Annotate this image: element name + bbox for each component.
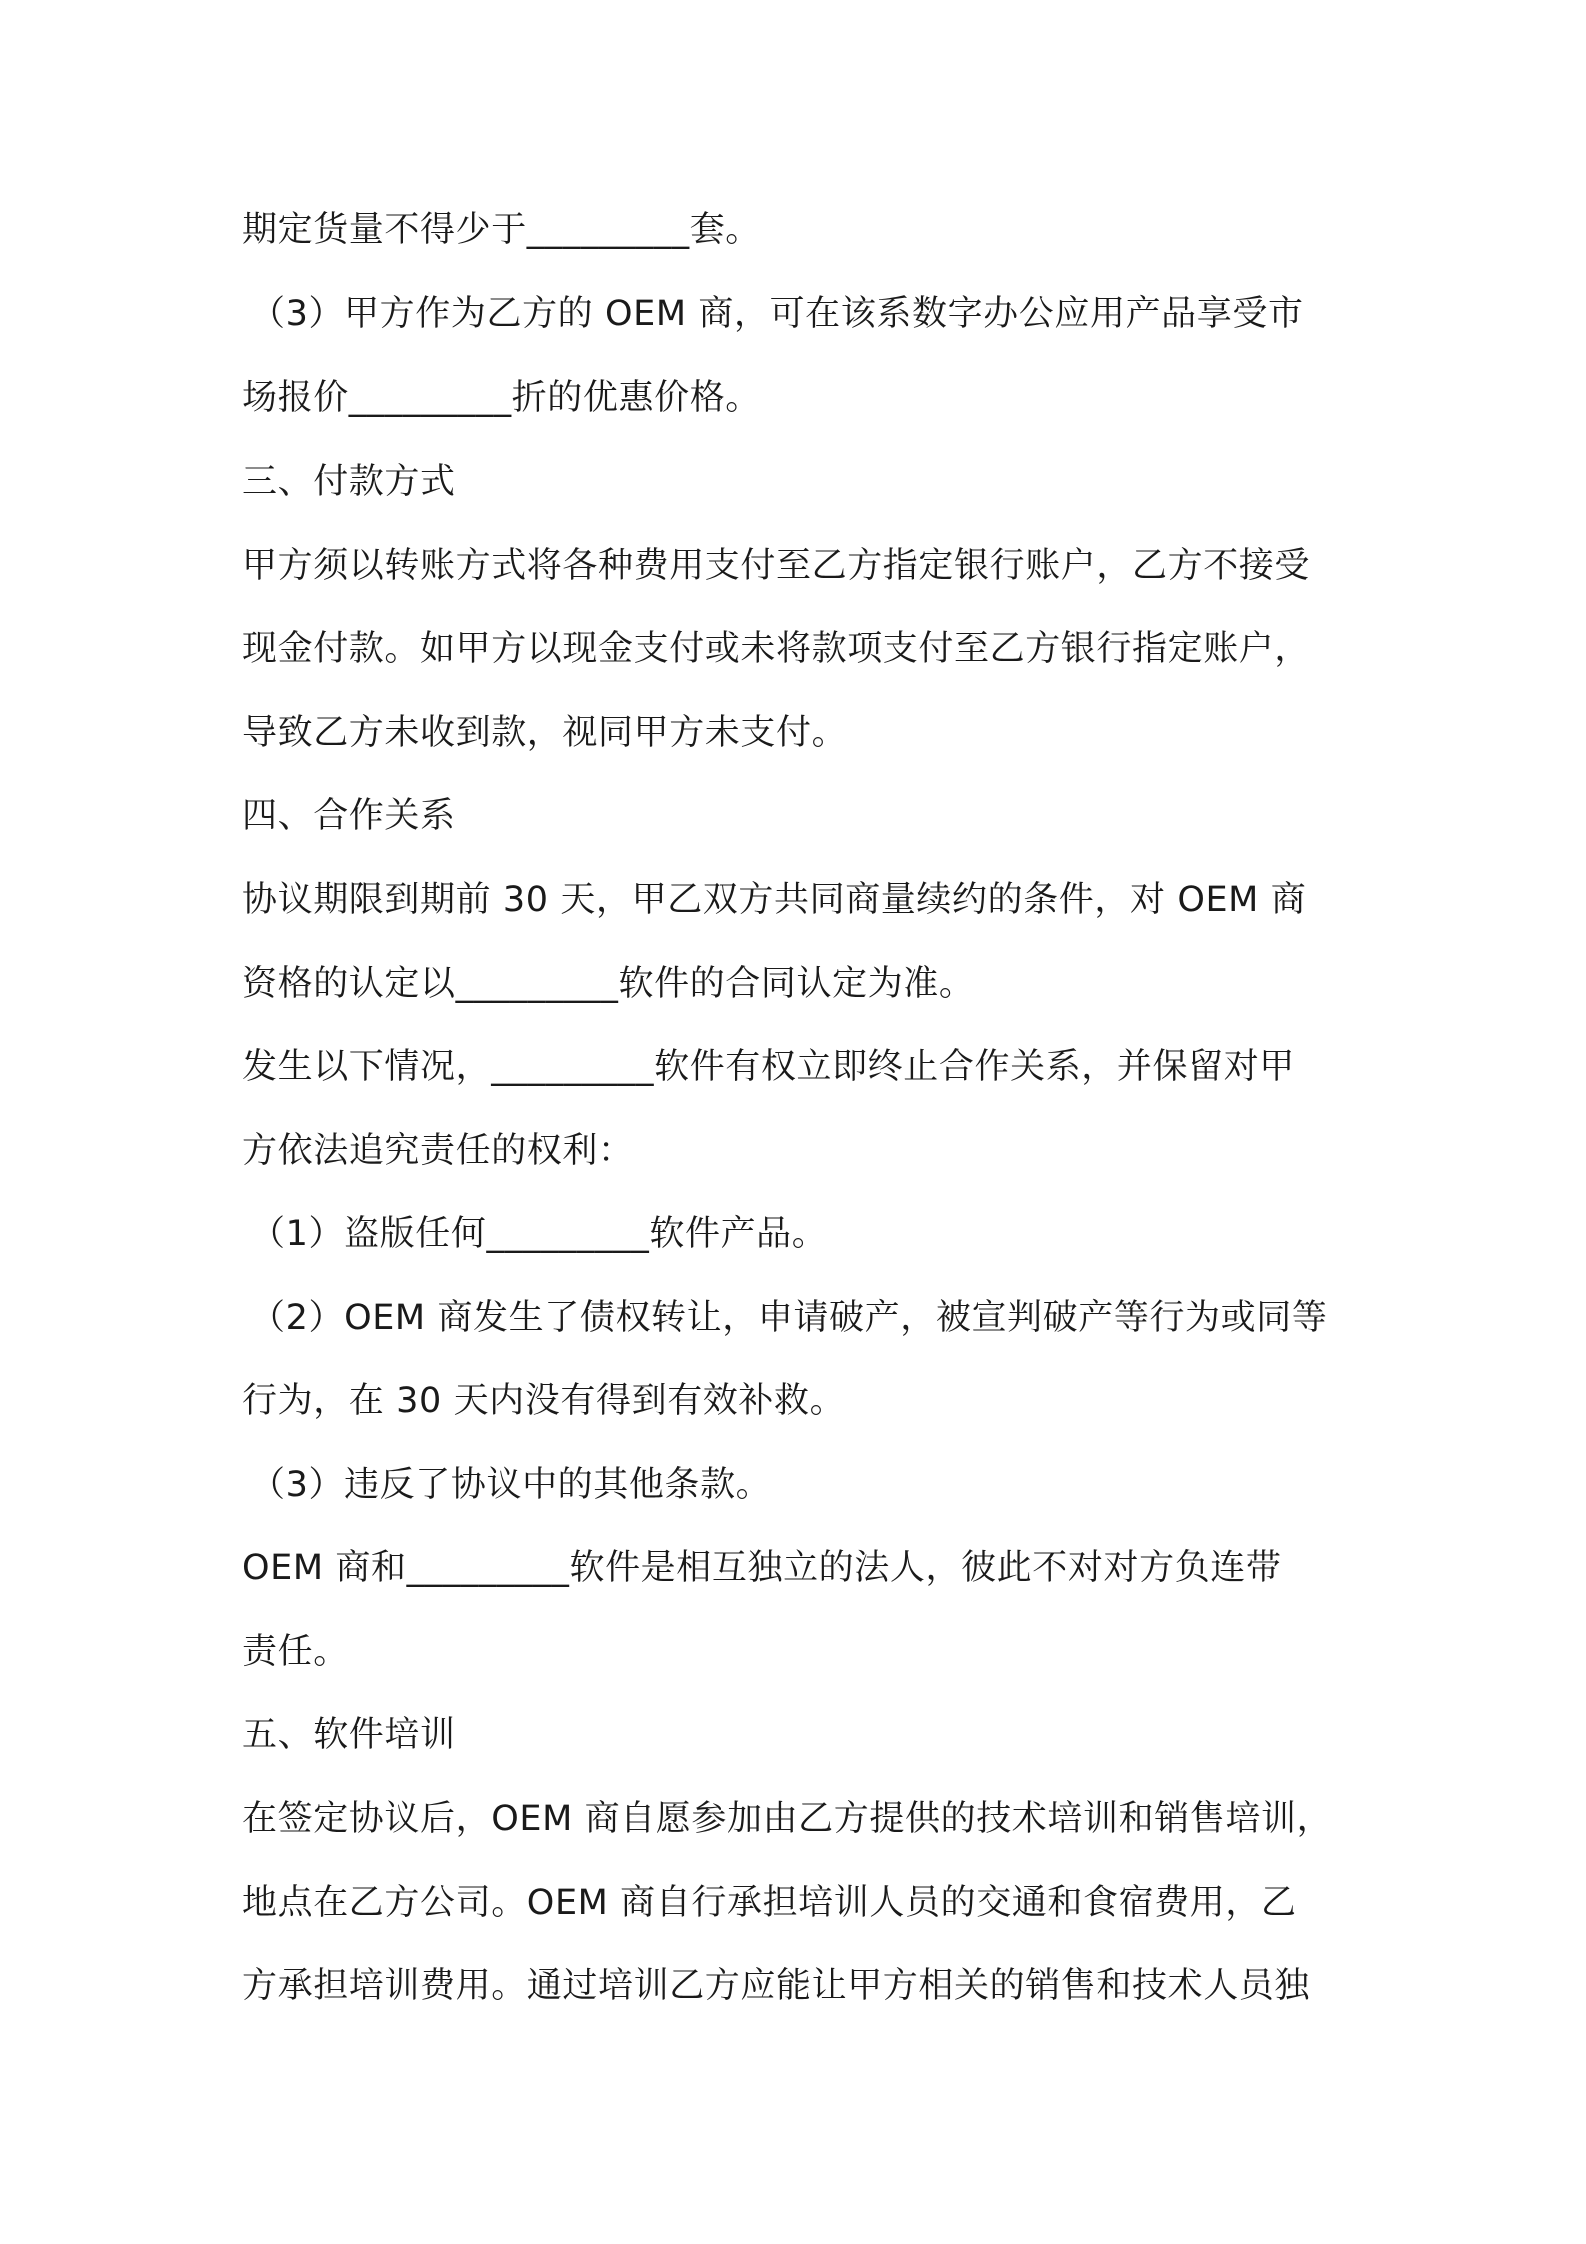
- text-line: 方依法追究责任的权利：: [242, 1131, 634, 1171]
- text-line: 导致乙方未收到款，视同甲方未支付。: [242, 713, 848, 753]
- text-line: 期定货量不得少于_________套。: [242, 210, 761, 250]
- text-line: 资格的认定以_________软件的合同认定为准。: [242, 964, 975, 1004]
- text-line: 行为，在 30 天内没有得到有效补救。: [242, 1381, 846, 1421]
- text-line: 在签定协议后，OEM 商自愿参加由乙方提供的技术培训和销售培训，: [242, 1799, 1333, 1839]
- section-heading: 五、软件培训: [242, 1715, 456, 1755]
- text-line: 现金付款。如甲方以现金支付或未将款项支付至乙方银行指定账户，: [242, 629, 1311, 669]
- text-line: （3）甲方作为乙方的 OEM 商，可在该系数字办公应用产品享受市: [250, 294, 1304, 334]
- section-heading: 三、付款方式: [242, 462, 456, 502]
- text-line: （1）盗版任何_________软件产品。: [250, 1214, 828, 1254]
- text-line: OEM 商和_________软件是相互独立的法人，彼此不对对方负连带: [242, 1548, 1282, 1588]
- text-line: 发生以下情况，_________软件有权立即终止合作关系，并保留对甲: [242, 1047, 1295, 1087]
- text-line: 甲方须以转账方式将各种费用支付至乙方指定银行账户，乙方不接受: [242, 546, 1311, 586]
- text-line: 地点在乙方公司。OEM 商自行承担培训人员的交通和食宿费用，乙: [242, 1883, 1297, 1923]
- text-line: （2）OEM 商发生了债权转让，申请破产，被宣判破产等行为或同等: [250, 1298, 1328, 1338]
- text-line: 方承担培训费用。通过培训乙方应能让甲方相关的销售和技术人员独: [242, 1966, 1311, 2006]
- text-line: 场报价_________折的优惠价格。: [242, 378, 761, 418]
- text-line: 责任。: [242, 1632, 349, 1672]
- text-line: 协议期限到期前 30 天，甲乙双方共同商量续约的条件，对 OEM 商: [242, 880, 1307, 920]
- section-heading: 四、合作关系: [242, 796, 456, 836]
- text-line: （3）违反了协议中的其他条款。: [250, 1465, 772, 1505]
